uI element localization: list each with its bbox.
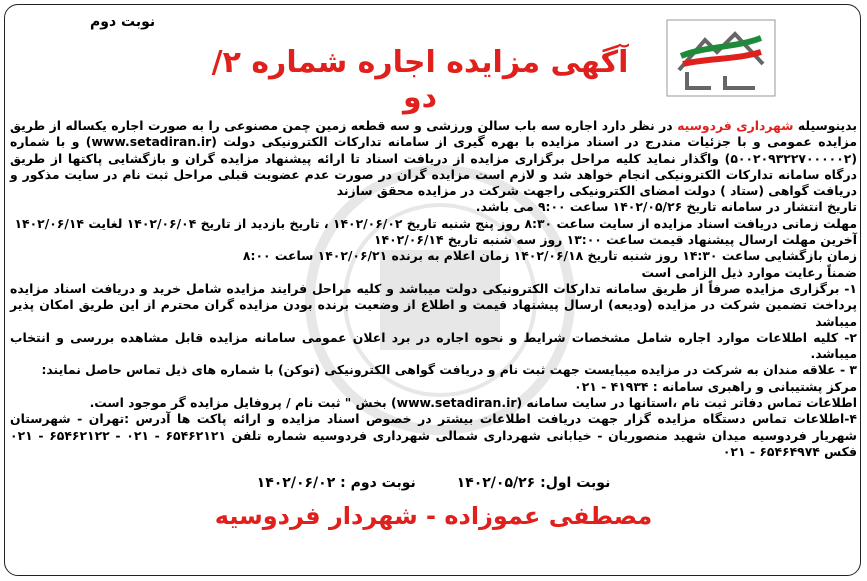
org-name: شهرداری فردوسیه [677,118,794,133]
opening-line: زمان بازگشایی ساعت ۱۴:۳۰ روز شنبه تاریخ ۱۴۰۲/۰۶/۱۸ زمان اعلام به برنده ۱۴۰۲/۰۶/۲۱ ساعت ۸:۰۰ [242,248,857,264]
support-center-line: مرکز پشتیبانی و راهبری سامانه : ۴۱۹۳۴ - ۰۲۱ [574,378,857,394]
intro-paragraph [10,118,857,199]
docs-deadline-line: مهلت زمانی دریافت اسناد مزایده از سایت ساعت ۸:۳۰ روز پنج شنبه تاریخ ۱۴۰۲/۰۶/۰۲ ، تاریخ بازدید از تاریخ ۱۴۰۲/۰۶/۰۴ لغایت ۱۴۰۲/۰۶/۱۴ [14,215,857,231]
publication-dates [0,475,867,491]
requirements-note: ضمناً رعایت موارد ذیل الزامی است [641,264,857,280]
registration-info-line: اطلاعات تماس دفاتر ثبت نام ،استانها در سایت سامانه (www.setadiran.ir) بخش " ثبت نام / پروفایل مزایده گر موجود است. [89,395,857,411]
turn-label: نوبت دوم [90,14,156,30]
requirement-item-2: ۲- کلیه اطلاعات موارد اجاره شامل مشخصات شرایط و نحوه اجاره در برد اعلان عمومی سامانه مزایده قابل مشاهده بررسی و انتخاب میباشد. [10,329,857,362]
bid-deadline-line: آخرین مهلت ارسال پیشنهاد قیمت ساعت ۱۳:۰۰ روز سه شنبه تاریخ ۱۴۰۲/۰۶/۱۴ [373,232,857,248]
requirement-item-1: ۱- برگزاری مزایده صرفاً از طریق سامانه تدارکات الکترونیکی دولت میباشد و کلیه مراحل فرایند مزایده شامل خرید و دریافت اسناد مزایده پرداخت تضمین شرکت در مزایده (ودیعه) ارسال پیشنهاد قیمت و اطلاع از وضعیت برنده بودن مزایده گران محترم از این طریق امکان پذیر میباشد [10,280,857,329]
notice-title: آگهی مزایده اجاره شماره ۲/ دو [211,45,629,115]
publish-date-line: تاریخ انتشار در سامانه تاریخ ۱۴۰۲/۰۵/۲۶ ساعت ۹:۰۰ می باشد. [475,199,857,215]
first-turn-date: نوبت اول: ۱۴۰۲/۰۵/۲۶ [456,475,611,491]
intro-rest: در نظر دارد اجاره سه باب سالن ورزشی و سه قطعه زمین چمن مصنوعی را به صورت اجاره یکساله از طریق مزایده عمومی و با جزئیات مندرج در اسناد مزایده با بهره گیری از سامانه تدارکات الکترونیکی دولت (www.setadiran.ir) و با شماره (۵۰۰۲۰۹۳۲۲۷۰۰۰۰۰۲) واگذار نماید کلیه مراحل برگزاری مزایده از دریافت اسناد تا ارائه پیشنهاد مزایده گران و بازگشایی پاکتها از طریق درگاه سامانه تدارکات الکترونیکی انجام خواهد شد و لازم است مزایده گران در صورت عدم عضویت قبلی مراحل ثبت نام در سایت مذکور و دریافت گواهی (ستاد ) دولت امضای الکترونیکی راجهت شرکت در مزایده محقق سازند [10,118,858,199]
requirement-item-4: ۴-اطلاعات تماس دستگاه مزایده گزار جهت دریافت اطلاعات بیشتر در خصوص اسناد مزایده و ارائه پاکت ها آدرس :تهران - شهرستان شهریار فردوسیه میدان شهید منصوریان - خیابانی شهرداری شمالی شهرداری فردوسیه شماره تلفن ۶۵۴۶۲۱۲۱ - ۰۲۱ - ۶۵۴۶۲۱۲۲ - ۰۲۱ فکس ۶۵۴۶۴۹۷۴ - ۰۲۱ [10,411,857,459]
requirement-item-3: ۳ - علاقه مندان به شرکت در مزایده میبایست جهت ثبت نام و دریافت گواهی الکترونیکی (توکن) با شماره های ذیل تماس حاصل نمایند: [41,362,857,378]
intro-prefix: بدینوسیله [797,118,857,133]
second-turn-date: نوبت دوم : ۱۴۰۲/۰۶/۰۲ [256,475,416,491]
mayor-signature: مصطفی عموزاده - شهردار فردوسیه [214,502,653,530]
notice-body [10,118,857,460]
municipality-logo-icon [665,18,777,98]
